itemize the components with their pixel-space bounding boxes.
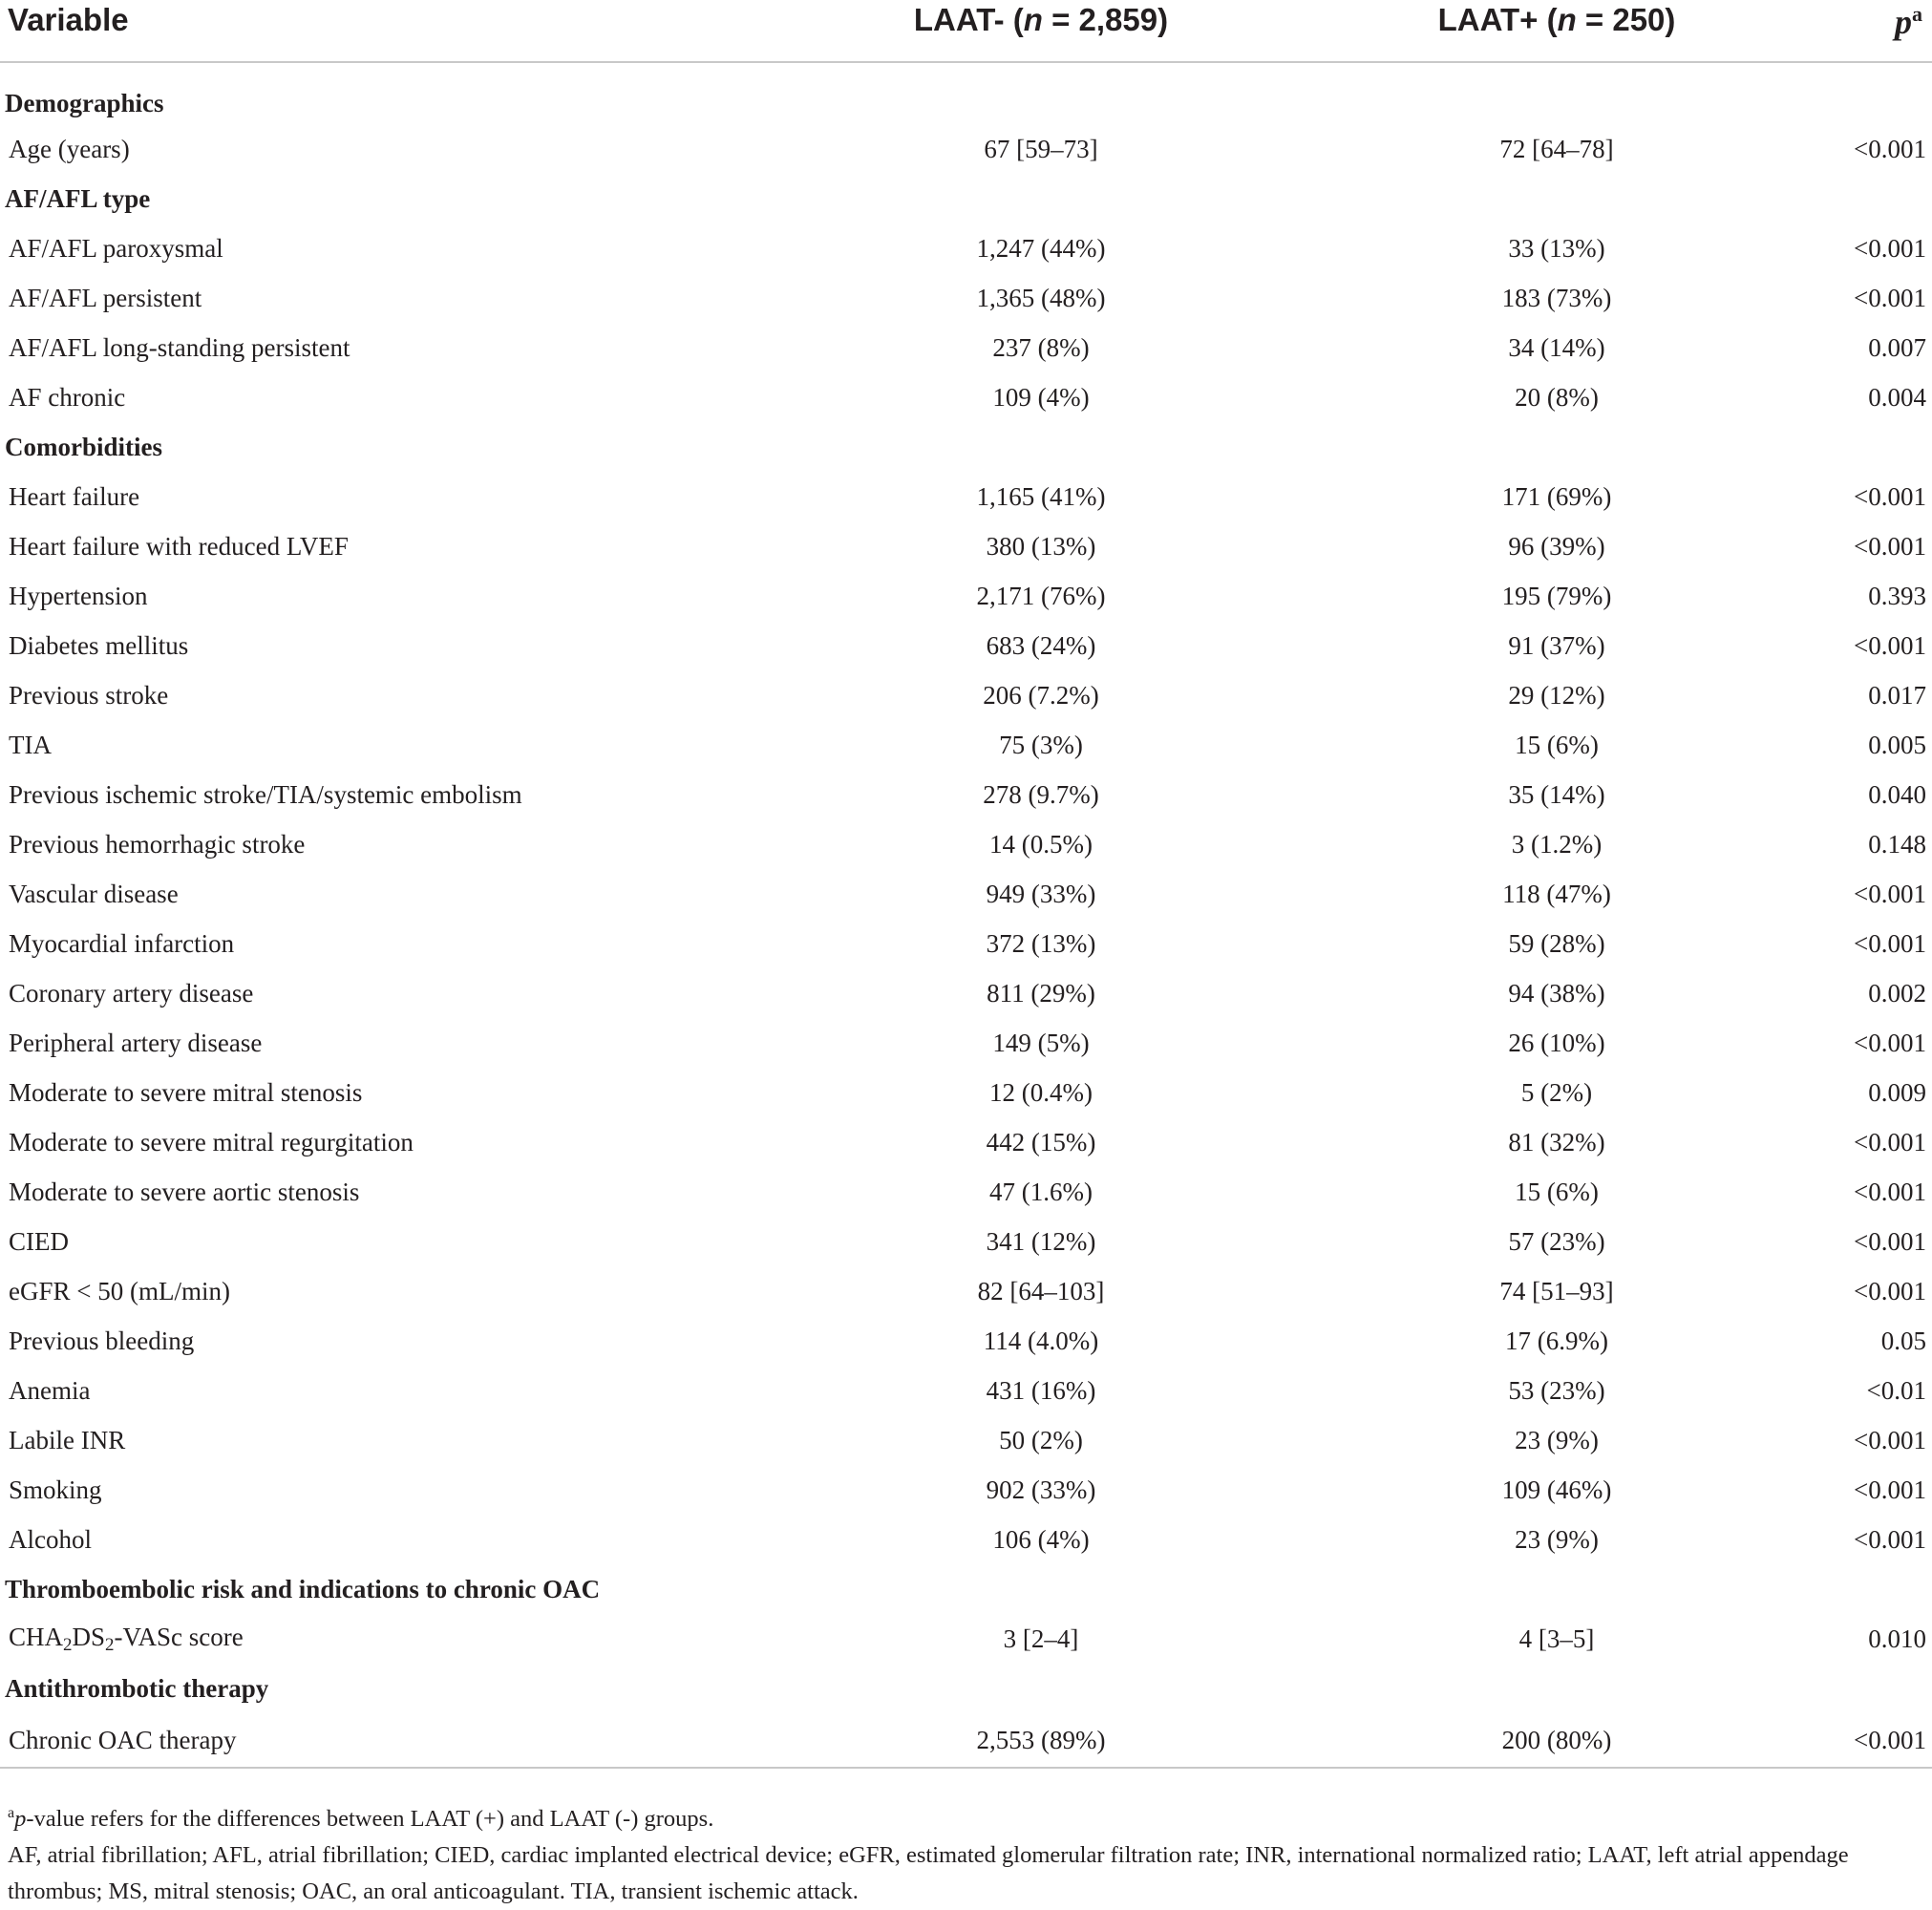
table-row: [0, 770, 1932, 819]
section-header-row: [0, 174, 1932, 223]
cell-variable: AF/AFL long-standing persistent: [9, 332, 350, 362]
cell-laat-negative: 1,247 (44%): [976, 233, 1106, 263]
cell-p-value: 0.007: [1868, 332, 1926, 362]
cell-laat-negative: 341 (12%): [986, 1226, 1096, 1256]
cell-p-value: 0.005: [1868, 730, 1926, 759]
table-row: [0, 1515, 1932, 1564]
cell-laat-positive: 20 (8%): [1515, 382, 1599, 412]
table-row: [0, 1465, 1932, 1515]
cell-laat-negative: 82 [64–103]: [977, 1276, 1105, 1305]
cell-variable: Labile INR: [9, 1425, 126, 1454]
cell-laat-negative: 149 (5%): [992, 1028, 1090, 1057]
cell-variable: Moderate to severe aortic stenosis: [9, 1177, 360, 1206]
cell-p-value: <0.001: [1854, 1524, 1926, 1554]
table-body: [0, 62, 1932, 1768]
cell-laat-negative: 67 [59–73]: [984, 134, 1098, 163]
cell-variable: Age (years): [9, 134, 130, 163]
header-p-value: $p^a$: [1895, 2, 1922, 41]
cell-laat-negative: 206 (7.2%): [983, 680, 1099, 710]
cell-variable: Coronary artery disease: [9, 978, 254, 1008]
cell-p-value: <0.001: [1854, 481, 1926, 511]
cell-laat-positive: 5 (2%): [1520, 1077, 1593, 1107]
cell-laat-negative: 372 (13%): [986, 928, 1096, 958]
table-row: [0, 472, 1932, 521]
cell-variable: Previous ischemic stroke/TIA/systemic embolism: [9, 779, 522, 809]
table-row: [0, 1117, 1932, 1167]
cell-p-value: 0.05: [1880, 1326, 1926, 1355]
table-row: [0, 1266, 1932, 1316]
cell-laat-negative: 380 (13%): [986, 531, 1096, 561]
cell-laat-positive: 3 (1.2%): [1511, 829, 1603, 859]
table-row: [0, 1068, 1932, 1117]
cell-p-value: 0.017: [1868, 680, 1926, 710]
cell-p-value: <0.001: [1854, 283, 1926, 312]
cell-laat-positive: 72 [64–78]: [1499, 134, 1614, 163]
cell-laat-positive: 53 (23%): [1508, 1375, 1605, 1405]
cell-laat-negative: 106 (4%): [992, 1524, 1090, 1554]
cell-p-value: <0.001: [1854, 134, 1926, 163]
footnote-a: $^a$p-value refers for the differences between LAAT (+) and LAAT (-) groups.: [8, 1805, 714, 1833]
section-header-row: [0, 1664, 1932, 1713]
cell-variable: Previous stroke: [9, 680, 169, 710]
table-row: [0, 124, 1932, 174]
cell-laat-negative: 109 (4%): [992, 382, 1090, 412]
cell-p-value: 0.004: [1868, 382, 1926, 412]
cell-variable: AF/AFL paroxysmal: [9, 233, 223, 263]
table-row: [0, 919, 1932, 968]
section-title: Demographics: [5, 89, 164, 117]
cell-laat-positive: 15 (6%): [1515, 730, 1599, 759]
cell-laat-negative: 114 (4.0%): [983, 1326, 1099, 1355]
cell-variable: Alcohol: [9, 1524, 92, 1554]
cell-laat-positive: 94 (38%): [1508, 978, 1605, 1008]
section-title: AF/AFL type: [5, 183, 151, 213]
table-row: [0, 323, 1932, 372]
table-row: [0, 720, 1932, 770]
cell-laat-negative: 431 (16%): [986, 1375, 1096, 1405]
cell-laat-negative: 811 (29%): [987, 978, 1095, 1008]
cell-variable: eGFR < 50 (mL/min): [9, 1276, 230, 1305]
cell-laat-positive: 118 (47%): [1502, 879, 1611, 908]
cell-p-value: <0.001: [1854, 1725, 1926, 1754]
cell-variable: Vascular disease: [9, 879, 179, 908]
cell-variable: $CHA_2DS_2$-VASc score: [9, 1622, 244, 1655]
cell-laat-negative: 949 (33%): [986, 879, 1096, 908]
cell-laat-negative: 50 (2%): [999, 1425, 1083, 1454]
cell-laat-negative: 442 (15%): [986, 1127, 1096, 1157]
cell-laat-positive: 23 (9%): [1515, 1524, 1599, 1554]
table-row: [0, 273, 1932, 323]
cell-laat-negative: 12 (0.4%): [989, 1077, 1093, 1107]
cell-laat-positive: 26 (10%): [1508, 1028, 1605, 1057]
cell-laat-positive: 23 (9%): [1515, 1425, 1599, 1454]
table-row: [0, 968, 1932, 1018]
cell-laat-positive: 195 (79%): [1501, 581, 1612, 610]
cell-variable: Moderate to severe mitral stenosis: [9, 1077, 363, 1107]
cell-variable: Heart failure with reduced LVEF: [9, 531, 349, 561]
cell-laat-positive: 17 (6.9%): [1505, 1326, 1608, 1355]
section-title: Thromboembolic risk and indications to chronic OAC: [5, 1574, 601, 1603]
cell-laat-negative: 1,165 (41%): [976, 481, 1106, 511]
cell-variable: AF/AFL persistent: [9, 283, 202, 312]
table-row: [0, 1167, 1932, 1217]
footnote-abbreviations: AF, atrial fibrillation; AFL, atrial fibrillation; CIED, cardiac implanted electrical device; eGFR, estimated glomerular filtration rate; INR, international normalized ratio; LAAT, left atrial appendage thrombus; MS, mitral stenosis; OAC, an oral anticoagulant. TIA, transient ischemic attack.: [8, 1842, 1849, 1905]
table-footnotes: [8, 1795, 1927, 1910]
cell-laat-negative: 75 (3%): [999, 730, 1083, 759]
cell-laat-positive: 200 (80%): [1501, 1725, 1612, 1754]
cell-p-value: <0.001: [1854, 1177, 1926, 1206]
table-row: [0, 521, 1932, 571]
cell-p-value: 0.009: [1868, 1077, 1926, 1107]
cell-p-value: <0.001: [1854, 879, 1926, 908]
cell-laat-negative: 683 (24%): [986, 630, 1096, 660]
cell-laat-negative: 2,171 (76%): [976, 581, 1106, 610]
cell-p-value: <0.001: [1854, 630, 1926, 660]
cell-laat-positive: 109 (46%): [1501, 1475, 1612, 1504]
cell-variable: Previous bleeding: [9, 1326, 195, 1355]
table-row: [0, 1018, 1932, 1068]
cell-laat-positive: 96 (39%): [1508, 531, 1605, 561]
cell-p-value: 0.010: [1868, 1624, 1926, 1653]
cell-p-value: 0.002: [1868, 978, 1926, 1008]
cell-laat-negative: 902 (33%): [986, 1475, 1096, 1504]
cell-laat-positive: 91 (37%): [1508, 630, 1605, 660]
header-variable: Variable: [8, 2, 129, 37]
cell-variable: Heart failure: [9, 481, 140, 511]
cell-variable: Hypertension: [9, 581, 148, 610]
cell-laat-negative: 2,553 (89%): [976, 1725, 1106, 1754]
section-header-row: [0, 1564, 1932, 1614]
table-row: [0, 372, 1932, 422]
cell-variable: Anemia: [9, 1375, 91, 1405]
cell-variable: AF chronic: [9, 382, 126, 412]
cell-p-value: <0.001: [1854, 928, 1926, 958]
cell-p-value: <0.001: [1854, 1475, 1926, 1504]
cell-laat-positive: 59 (28%): [1508, 928, 1605, 958]
table-row: [0, 621, 1932, 670]
cell-laat-positive: 74 [51–93]: [1499, 1276, 1614, 1305]
table-row: [0, 1366, 1932, 1415]
cell-laat-positive: 34 (14%): [1508, 332, 1605, 362]
table-row: [0, 670, 1932, 720]
header-laat-positive: LAAT+ (n = 250): [1437, 2, 1676, 37]
cell-p-value: <0.01: [1866, 1375, 1926, 1405]
cell-variable: Smoking: [9, 1475, 102, 1504]
cell-variable: Previous hemorrhagic stroke: [9, 829, 306, 859]
cell-p-value: <0.001: [1854, 1028, 1926, 1057]
cell-laat-positive: 33 (13%): [1508, 233, 1605, 263]
table-row: [0, 819, 1932, 869]
cell-laat-positive: 57 (23%): [1508, 1226, 1605, 1256]
cell-laat-negative: 237 (8%): [992, 332, 1090, 362]
section-header-row: [0, 62, 1932, 124]
cell-variable: Moderate to severe mitral regurgitation: [9, 1127, 414, 1157]
cell-p-value: <0.001: [1854, 531, 1926, 561]
table-row: [0, 571, 1932, 621]
cell-laat-negative: 47 (1.6%): [989, 1177, 1093, 1206]
table-row: [0, 223, 1932, 273]
cell-variable: TIA: [9, 730, 52, 759]
cell-laat-positive: 171 (69%): [1501, 481, 1612, 511]
cell-p-value: <0.001: [1854, 1425, 1926, 1454]
cell-p-value: <0.001: [1854, 233, 1926, 263]
table-row: [0, 869, 1932, 919]
table-row: [0, 1217, 1932, 1266]
table-row: [0, 1415, 1932, 1465]
cell-laat-negative: 14 (0.5%): [989, 829, 1093, 859]
table-row: [0, 1316, 1932, 1366]
cell-p-value: <0.001: [1854, 1127, 1926, 1157]
cell-laat-positive: 81 (32%): [1508, 1127, 1605, 1157]
cell-variable: Diabetes mellitus: [9, 630, 189, 660]
cell-laat-positive: 15 (6%): [1515, 1177, 1599, 1206]
table-row: [0, 1713, 1932, 1768]
cell-laat-positive: 4 [3–5]: [1518, 1624, 1595, 1653]
cell-laat-negative: 3 [2–4]: [1003, 1624, 1079, 1653]
cell-variable: Peripheral artery disease: [9, 1028, 263, 1057]
table-row: [0, 1614, 1932, 1664]
table-header: [0, 0, 1932, 62]
cell-p-value: 0.040: [1868, 779, 1926, 809]
cell-p-value: <0.001: [1854, 1276, 1926, 1305]
cell-laat-negative: 1,365 (48%): [976, 283, 1106, 312]
cell-variable: Myocardial infarction: [9, 928, 235, 958]
cell-p-value: <0.001: [1854, 1226, 1926, 1256]
cell-p-value: 0.393: [1868, 581, 1926, 610]
header-laat-negative: LAAT- (n = 2,859): [913, 2, 1169, 37]
cell-laat-positive: 183 (73%): [1501, 283, 1612, 312]
cell-variable: Chronic OAC therapy: [9, 1725, 237, 1754]
section-title: Comorbidities: [5, 432, 162, 461]
cell-variable: CIED: [9, 1226, 69, 1256]
section-header-row: [0, 422, 1932, 472]
cell-laat-positive: 29 (12%): [1508, 680, 1605, 710]
cell-laat-negative: 278 (9.7%): [983, 779, 1099, 809]
cell-laat-positive: 35 (14%): [1508, 779, 1605, 809]
section-title: Antithrombotic therapy: [5, 1673, 269, 1703]
cell-p-value: 0.148: [1868, 829, 1926, 859]
